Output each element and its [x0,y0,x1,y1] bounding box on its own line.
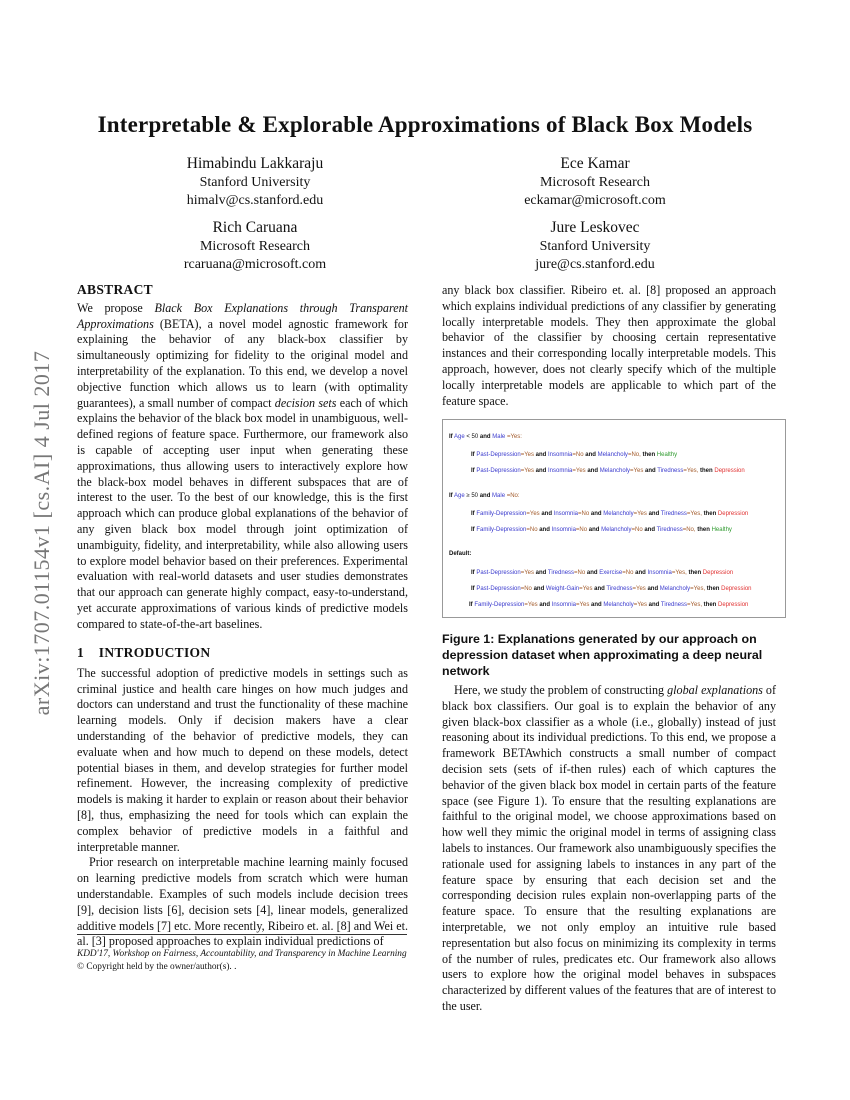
footnote [77,948,417,974]
value: =Yes, [686,511,702,517]
keyword-then: then [642,452,656,458]
keyword-and: and [587,468,599,474]
abstract-section [77,282,408,633]
author-email[interactable]: rcaruana@microsoft.com [183,257,327,272]
keyword-then: then [706,586,720,592]
arxiv-stamp [22,320,62,760]
label-healthy: Healthy [711,527,732,533]
rule-group-1-header [449,434,522,440]
keyword-and: and [539,527,550,533]
paragraph-text-part: of black box classifiers. Our goal is to explain the behavior of any given black-box classifier as a whole (i.e., globally) instead of just reasoning about its individual predictions. To this end, we propose a framework BETAwhich constructs a small number of compact decision sets (sets of if-then rules) each of which captures the behavior of the given black box model in certain parts of the feature space (see Figure 1). To ensure that the resulting explanations are faithful to the original model, we choose approximations based on how well they mimic the original model in terms of assigning class labels to instances. Our framework also unambiguously specifies the rationale used for assigning labels to instances in any part of the feature space by ensuring that each decision set and the corresponding decision rules explain non-overlapping parts of the feature space. To ensure that the resulting explanations are interpretable, we not only employ an intuitive rule based representation but also focus on minimizing its complexity in terms of the number of rules, predicates etc. Our framework also allows users to explore how the original model behaves in subspaces characterized by different values of the features that are of interest to the user. [442,683,776,1013]
keyword-if: If [449,493,453,499]
keyword-and: and [594,586,605,592]
abstract-italic: decision sets [274,395,337,410]
keyword-and: and [533,586,545,592]
keyword-and: and [479,493,491,499]
keyword-and: and [535,452,547,458]
feature: Insomnia [548,452,573,458]
keyword-and: and [541,511,552,517]
value: =Yes [520,452,534,458]
rule-4 [471,527,732,533]
value: =Yes [572,468,586,474]
keyword-if: If [471,452,475,458]
rule-default-header [449,551,471,557]
rule-2 [471,468,745,474]
author-name: Ece Kamar [560,155,630,172]
keyword-and: and [535,468,547,474]
keyword-if: If [471,586,475,592]
value: =Yes [630,468,644,474]
rule-6 [471,586,752,592]
keyword-and: and [588,527,600,533]
feature: Past-Depression [476,468,521,474]
feature: Family-Depression [476,511,527,517]
default-label: Default: [449,551,472,557]
feature: Melancholy [603,602,634,608]
keyword-if: If [471,511,475,517]
rule-3 [471,511,748,517]
feature: Exercise [599,570,623,576]
rule-group-2-header [449,493,520,499]
author-affiliation: Stanford University [199,175,311,190]
paragraph-text [442,683,776,1015]
feature: Age [454,434,465,440]
section-title: INTRODUCTION [98,645,211,660]
keyword-then: then [703,602,717,608]
feature: Tiredness [606,586,633,592]
value: =No, [627,452,641,458]
label-depression: Depression [702,570,734,576]
keyword-and: and [479,434,491,440]
footnote-rule [77,934,407,935]
keyword-then: then [688,570,702,576]
value: =No: [506,493,520,499]
author-email[interactable]: jure@cs.stanford.edu [535,257,655,272]
author-name: Jure Leskovec [550,219,640,236]
paragraph-text: any black box classifier. Ribeiro et. al. [8] proposed an approach which explains individual predictions of any classifier by generating locally interpretable models. They then approximate the global behavior of the classifier by choosing certain representative instances and their corresponding locally interpretable models. This approach, however, does not clearly specify which of the multiple locally interpretable models are applicable to which part of the feature space. [442,283,776,408]
intro-paragraph-1: The successful adoption of predictive models in settings such as criminal justice and health care hinges on how much judges and doctors can understand and trust the functionality of these machine learning models. Only if decision makers have a clear understanding of the behavior of predictive models, they can evaluate when and how much to depend on these models, detect potential biases in them, and develop strategies for further model refinement. However, the increasing complexity of predictive models is making it harder to explain or reason about their behavior [8], thus, emphasizing the need for tools which can explain the complex behavior of predictive models in a faithful and interpretable manner. [77,665,408,854]
feature: Melancholy [603,511,634,517]
section-number: 1 [77,645,85,660]
feature: Family-Depression [474,602,525,608]
author-name: Rich Caruana [212,219,298,236]
feature: Male [492,434,506,440]
footnote-copyright: © Copyright held by the owner/author(s). . [77,962,237,972]
keyword-and: and [648,511,660,517]
intro-right-paragraph-2 [442,683,776,1015]
paragraph-italic: global explanations [667,683,763,697]
intro-section [77,645,408,950]
author-affiliation: Microsoft Research [199,239,311,254]
keyword-if: If [471,468,475,474]
feature: Past-Depression [476,586,521,592]
figure-1-caption: Figure 1: Explanations generated by our approach on depression dataset when approximating a deep neural network [442,632,763,678]
abstract-italic: Black Box Explanations through Transparent Approximations [77,300,408,331]
footnote-venue: KDD'17, Workshop on Fairness, Accountability, and Transparency in Machine Learning [77,949,407,959]
author-block-1 [155,154,355,210]
value: =Yes [633,511,647,517]
feature: Insomnia [551,602,577,608]
author-block-4 [495,218,695,274]
value: =Yes [526,511,540,517]
keyword-and: and [535,570,547,576]
feature: Tiredness [660,602,688,608]
feature: Insomnia [548,468,573,474]
keyword-and: and [586,570,598,576]
keyword-if: If [449,434,453,440]
intro-heading [77,645,408,661]
value: =Yes, [690,586,706,592]
value: =Yes [520,468,534,474]
value: =No [572,452,584,458]
rule-1 [471,452,677,458]
author-block-3 [155,218,355,274]
keyword-then: then [700,468,713,474]
value: =Yes, [687,602,702,608]
feature: Melancholy [601,527,632,533]
feature: Melancholy [597,452,628,458]
author-email[interactable]: eckamar@microsoft.com [524,193,666,208]
value: =Yes, [683,468,699,474]
feature: Age [454,493,465,499]
value: =No, [682,527,696,533]
rule-7 [469,602,748,608]
value: =Yes [579,586,593,592]
feature: Tiredness [657,468,684,474]
operator-value: ≥ 50 [466,493,479,499]
keyword-and: and [590,511,602,517]
value: =Yes [520,570,534,576]
intro-right-paragraph-1 [442,283,776,409]
feature: Melancholy [599,468,631,474]
keyword-then: then [703,511,717,517]
keyword-and: and [585,452,596,458]
keyword-and: and [644,527,656,533]
abstract-text-part: We propose [77,300,155,315]
feature: Tiredness [656,527,683,533]
author-block-2 [495,154,695,210]
feature: Past-Depression [476,452,521,458]
author-affiliation: Stanford University [539,239,651,254]
author-email[interactable]: himalv@cs.stanford.edu [186,193,324,208]
value: =No [622,570,634,576]
label-depression: Depression [714,468,745,474]
author-name: Himabindu Lakkaraju [186,155,324,172]
keyword-and: and [591,602,602,608]
value: =No [526,527,538,533]
value: =Yes [524,602,538,608]
keyword-if: If [471,527,475,533]
intro-paragraph-2: Prior research on interpretable machine learning mainly focused on learning predictive models from scratch which were human understandable. Examples of such models include decision trees [9], decision lists [6], decision sets [4], linear models, generalized additive models [7] etc. More recently, Ribeiro et. al. [8] and Wei et. al. [3] proposed approaches to explain individual predictions of [77,855,408,949]
abstract-text-part: (BETA), a novel model agnostic framework for explaining the behavior of any black-box classifier by simultaneously optimizing for fidelity to the original model and interpretability of the explanation. To this end, we develop a novel objective function which allows us to learn (with optimality guarantees), a small number of compact [77,316,408,410]
value: =No [520,586,532,592]
abstract-text [77,301,408,633]
label-healthy: Healthy [656,452,678,458]
keyword-and: and [647,586,659,592]
label-depression: Depression [717,511,749,517]
label-depression: Depression [718,602,749,608]
feature: Weight-Gain [545,586,580,592]
value: =Yes, [671,570,687,576]
value: =No [631,527,643,533]
keyword-if: If [469,602,473,608]
abstract-heading: ABSTRACT [77,282,153,297]
keyword-then: then [697,527,710,533]
value: =No [575,527,588,533]
paragraph-text-part: Here, we study the problem of constructing [454,683,668,697]
rule-5 [471,570,733,576]
feature: Insomnia [647,570,672,576]
feature: Tiredness [660,511,687,517]
feature: Melancholy [659,586,691,592]
label-depression: Depression [721,586,752,592]
feature: Past-Depression [476,570,521,576]
author-affiliation: Microsoft Research [539,175,651,190]
abstract-text-part: each of which explains the behavior of the black box model in unambiguous, well-defined regions of feature space. Furthermore, our framework also is capable of accepting user input when generating these approximations, thus allowing users to interactively explore how the black-box model behaves in different subspaces that are of interest to the user. To the best of our knowledge, this is the first approach which can produce global explanations of the behavior of any given black box model through joint optimization of unambiguity, fidelity, and interpretability, while also allowing users to explore model behavior based on their preferences. Experimental evaluation with real-world datasets and user studies demonstrates that our approach can generate highly compact, easy-to-understand, yet accurate approximations of various kinds of predictive models compared to state-of-the-art baselines. [77,395,409,631]
value: =Yes: [506,434,522,440]
value: =Yes [632,586,646,592]
feature: Insomnia [551,527,576,533]
arxiv-id: arXiv:1707.01154v1 [cs.AI] 4 Jul 2017 [29,350,54,716]
paper-title: Interpretable & Explorable Approximations of Black Box Models [97,112,753,137]
keyword-and: and [645,468,656,474]
feature: Tiredness [547,570,575,576]
value: =No [574,570,586,576]
feature: Insomnia [553,511,579,517]
keyword-and: and [635,570,646,576]
value: =Yes [576,602,590,608]
operator-value: < 50 [466,434,479,440]
keyword-and: and [648,602,660,608]
keyword-and: and [539,602,550,608]
feature: Family-Depression [476,527,527,533]
keyword-if: If [471,570,475,576]
value: =Yes [633,602,647,608]
feature: Male [492,493,506,499]
value: =No [578,511,590,517]
figure-1-rules [442,419,786,618]
